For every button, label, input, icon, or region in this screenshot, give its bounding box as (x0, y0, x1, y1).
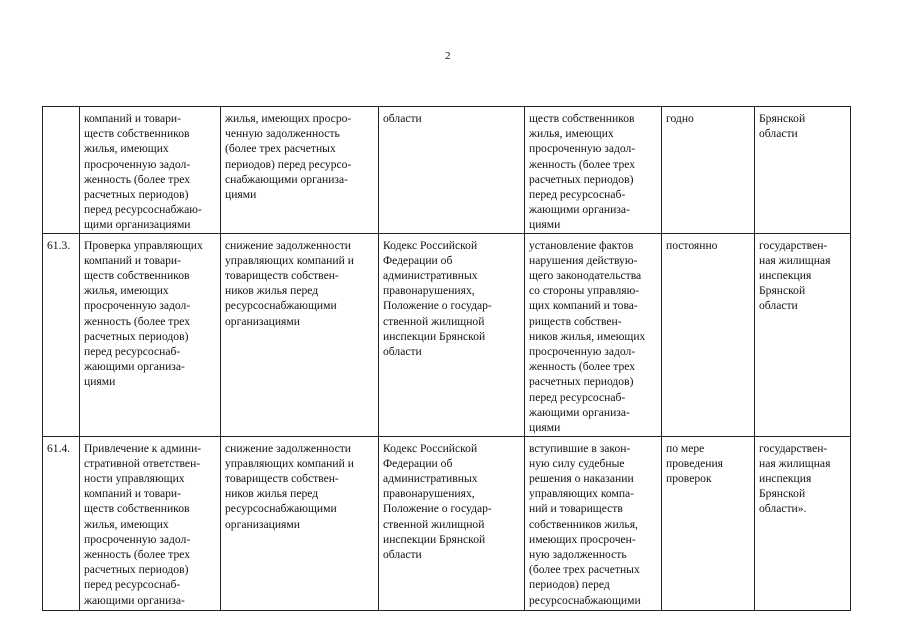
table-row (43, 107, 851, 234)
cell-result: ществ собственников жилья, имеющих просроченную задол- женность (более трех расчетных периодов) перед ресурсоснаб- жающими организа- циями (525, 107, 662, 234)
measures-table (42, 106, 851, 611)
cell-measure: Проверка управляющих компаний и товари- ществ собственников жилья, имеющих просроченную задол- женность (более трех расчетных периодов) перед ресурсоснаб- жающими организа- циями (80, 233, 221, 436)
table-row (43, 436, 851, 610)
cell-number: 61.4. (43, 436, 80, 610)
cell-basis: Кодекс Российской Федерации об административных правонарушениях, Положение о государ- ственной жилищной инспекции Брянской области (379, 233, 525, 436)
cell-executor: государствен- ная жилищная инспекция Брянской области». (755, 436, 851, 610)
cell-term: годно (662, 107, 755, 234)
cell-result: вступившие в закон- ную силу судебные решения о наказании управляющих компа- ний и товариществ собственников жилья, имеющих просрочен- ную задолженность (более трех расчетных периодов) перед ресурсоснабжающими (525, 436, 662, 610)
cell-term: постоянно (662, 233, 755, 436)
page-number: 2 (445, 50, 451, 62)
cell-number: 61.3. (43, 233, 80, 436)
table-row (43, 233, 851, 436)
cell-result: установление фактов нарушения действую- щего законодательства со стороны управляю- щих компаний и това- риществ собствен- ников жилья, имеющих просроченную задол- женность (более трех расчетных периодов) перед ресурсоснаб- жающими организа- циями (525, 233, 662, 436)
cell-goal: жилья, имеющих просро- ченную задолженность (более трех расчетных периодов) перед ресурсо- снабжающими организа- циями (221, 107, 379, 234)
cell-executor: государствен- ная жилищная инспекция Брянской области (755, 233, 851, 436)
cell-measure: Привлечение к админи- стративной ответствен- ности управляющих компаний и товари- ществ собственников жилья, имеющих просроченную задол- женность (более трех расчетных периодов) перед ресурсоснаб- жающими организа- (80, 436, 221, 610)
cell-basis: области (379, 107, 525, 234)
cell-number (43, 107, 80, 234)
cell-measure: компаний и товари- ществ собственников жилья, имеющих просроченную задол- женность (более трех расчетных периодов) перед ресурсоснабжаю- щими организациями (80, 107, 221, 234)
cell-term: по мере проведения проверок (662, 436, 755, 610)
cell-executor: Брянской области (755, 107, 851, 234)
cell-basis: Кодекс Российской Федерации об административных правонарушениях, Положение о государ- ственной жилищной инспекции Брянской области (379, 436, 525, 610)
cell-goal: снижение задолженности управляющих компаний и товариществ собствен- ников жилья перед ресурсоснабжающими организациями (221, 233, 379, 436)
cell-goal: снижение задолженности управляющих компаний и товариществ собствен- ников жилья перед ресурсоснабжающими организациями (221, 436, 379, 610)
